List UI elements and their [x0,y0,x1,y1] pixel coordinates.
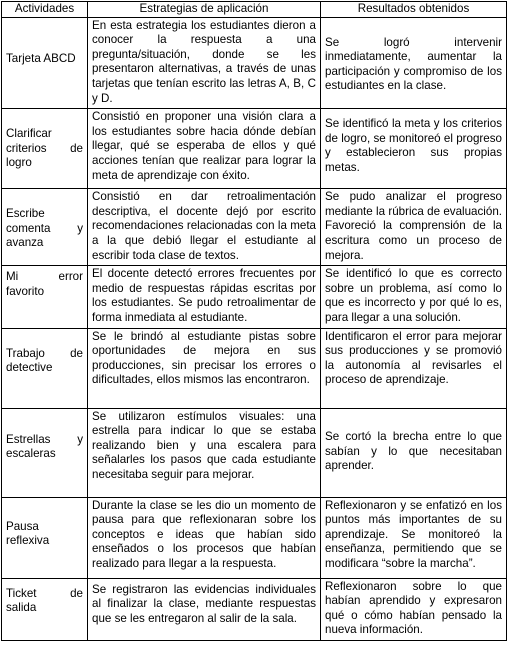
strategy-cell: Se registraron las evidencias individuales al finalizar la clase, mediante respuestas que se les entregaron al salir de la sala. [88,578,321,640]
table-row [2,189,507,266]
result-cell: Se identificó lo que es correcto sobre un problema, así como lo que es incorrecto y por qué lo es, para llegar a una solución. [321,266,507,328]
activity-cell: Estrellas y escaleras [2,408,88,497]
header-estrategias: Estrategias de aplicación [88,2,321,18]
table-row [2,328,507,408]
activity-cell: Tarjeta ABCD [2,17,88,109]
header-row [2,2,507,18]
strategy-cell: En esta estrategia los estudiantes dieron a conocer la respuesta a una pregunta/situación, donde se les presentaron alternativas, a través de unas tarjetas que tenían escrito las letras A, B, C y D. [88,17,321,109]
strategy-cell: El docente detectó errores frecuentes por medio de respuestas rápidas escritas por los estudiantes. Se pudo retroalimentar de forma inmediata al estudiante. [88,266,321,328]
table-row [2,497,507,578]
activity-cell: Trabajo de detective [2,328,88,408]
table-row [2,109,507,189]
table-row [2,578,507,640]
activity-cell: Pausa reflexiva [2,497,88,578]
activity-cell: Mi error favorito [2,266,88,328]
table-row [2,17,507,109]
strategy-cell: Se utilizaron estímulos visuales: una estrella para indicar lo que se estaba realizando bien y una escalera para señalarles los pasos que cada estudiante necesitaba seguir para mejorar. [88,408,321,497]
result-cell: Reflexionaron sobre lo que habían aprendido y expresaron qué o cómo habían pensado la nueva información. [321,578,507,640]
result-cell: Se logró intervenir inmediatamente, aumentar la participación y compromiso de los estudiantes en la clase. [321,17,507,109]
activity-cell: Ticket de salida [2,578,88,640]
table-row [2,408,507,497]
strategy-cell: Se le brindó al estudiante pistas sobre oportunidades de mejora en sus producciones, sin precisar los errores o dificultades, ellos mismos las encontraron. [88,328,321,408]
table-row [2,266,507,328]
strategy-cell: Consistió en dar retroalimentación descriptiva, el docente dejó por escrito recomendaciones relacionadas con la meta a la que debió llegar el estudiante al escribir toda clase de textos. [88,189,321,266]
result-cell: Se identificó la meta y los criterios de logro, se monitoreó el progreso y establecieron sus propias metas. [321,109,507,189]
result-cell: Reflexionaron y se enfatizó en los puntos más importantes de su aprendizaje. Se monitoreó la enseñanza, permitiendo que se modificara “sobre la marcha”. [321,497,507,578]
header-actividades: Actividades [2,2,88,18]
result-cell: Identificaron el error para mejorar sus producciones y se promovió la autonomía al revisarles el proceso de aprendizaje. [321,328,507,408]
results-table [1,1,507,641]
strategy-cell: Consistió en proponer una visión clara a los estudiantes sobre hacia dónde debían llegar, qué se esperaba de ellos y qué acciones tenían que realizar para lograr la meta de aprendizaje con éxito. [88,109,321,189]
result-cell: Se cortó la brecha entre lo que sabían y lo que necesitaban aprender. [321,408,507,497]
header-resultados: Resultados obtenidos [321,2,507,18]
strategy-cell: Durante la clase se les dio un momento de pausa para que reflexionaran sobre los conceptos e ideas que habían sido enseñados o los procesos que habían realizado para llegar a la respuesta. [88,497,321,578]
activity-cell: Escribe comenta y avanza [2,189,88,266]
activity-cell: Clarificar criterios de logro [2,109,88,189]
result-cell: Se pudo analizar el progreso mediante la rúbrica de evaluación. Favoreció la comprensión de la escritura como un proceso de mejora. [321,189,507,266]
